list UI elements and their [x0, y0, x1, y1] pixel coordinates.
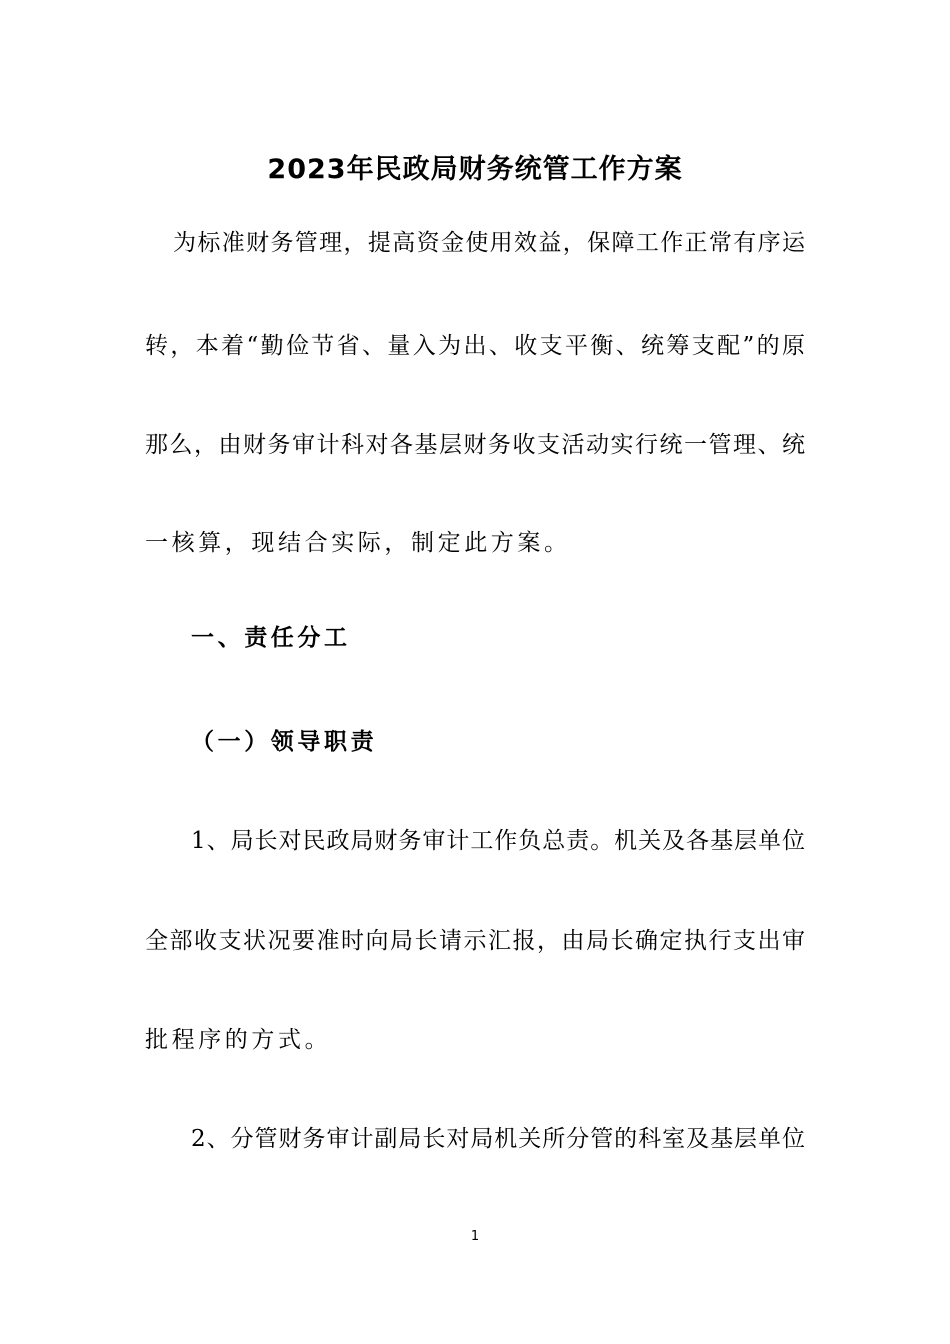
paragraph-line-8: 全部收支状况要准时向局长请示汇报，由局长确定执行支出审	[145, 928, 805, 954]
paragraph-line-4: 一核算，现结合实际，制定此方案。	[145, 530, 571, 556]
section-heading-responsibility: 一、责任分工	[191, 624, 351, 652]
paragraph-line-3: 那么，由财务审计科对各基层财务收支活动实行统一管理、统	[145, 432, 805, 458]
paragraph-line-7: 1、局长对民政局财务审计工作负总责。机关及各基层单位	[191, 828, 805, 854]
document-title: 2023年民政局财务统管工作方案	[267, 154, 683, 186]
paragraph-line-10: 2、分管财务审计副局长对局机关所分管的科室及基层单位	[191, 1126, 805, 1152]
subsection-heading-leadership: （一）领导职责	[191, 728, 378, 755]
page-number: 1	[470, 1229, 480, 1244]
paragraph-line-1: 为标准财务管理，提高资金使用效益，保障工作正常有序运	[173, 230, 805, 256]
paragraph-line-2: 转，本着“勤俭节省、量入为出、收支平衡、统筹支配”的原	[145, 333, 805, 359]
paragraph-line-9: 批程序的方式。	[145, 1027, 332, 1053]
